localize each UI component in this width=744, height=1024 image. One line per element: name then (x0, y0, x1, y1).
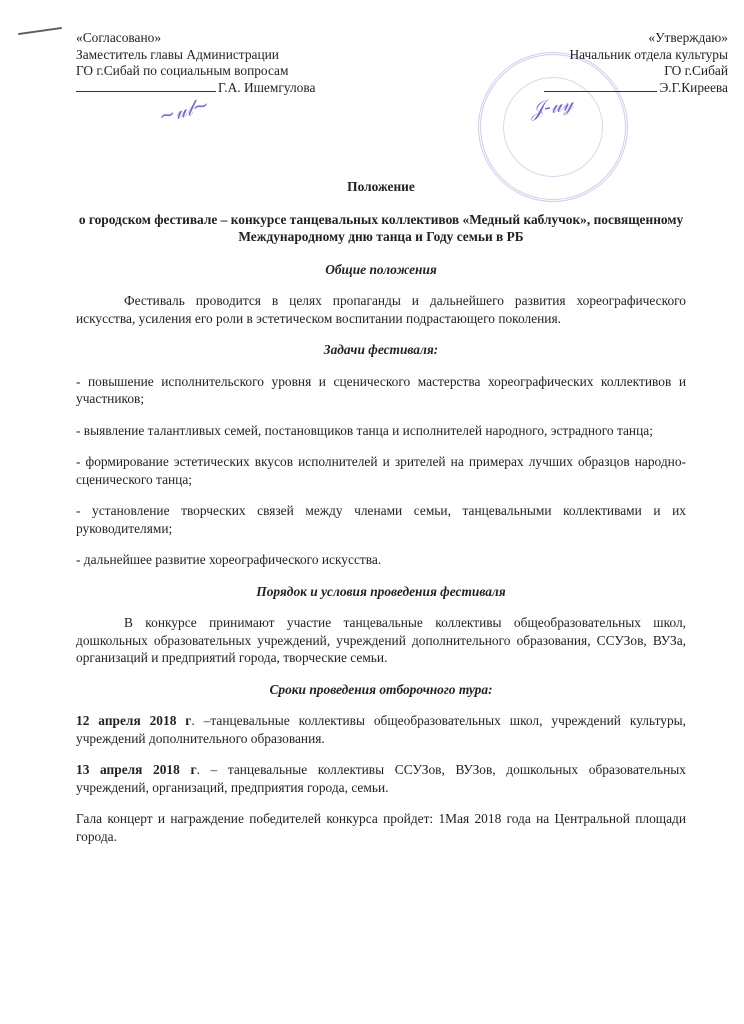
approval-heading: «Согласовано» (76, 30, 162, 45)
task-item: - формирование эстетических вкусов исполнителей и зрителей на примерах лучших образцов народно-сценического танца; (76, 454, 686, 487)
approval-signature-line (544, 80, 728, 97)
paragraph-general: Фестиваль проводится в целях пропаганды и дальнейшего развития хореографического искусства, усиления его роли в эстетическом воспитании подрастающего поколения. (76, 293, 686, 326)
document-subtitle: о городском фестивале – конкурсе танцевальных коллективов «Медный каблучок», посвященному Международному дню танца и Году семьи в РБ (78, 211, 684, 244)
handwritten-signature: 𝒥-𝓊𝓎 (528, 90, 576, 122)
approval-block-approved (544, 30, 728, 96)
document-body (76, 178, 686, 859)
approval-block-agreed (76, 30, 315, 96)
schedule-text: . – танцевальные коллективы ССУЗов, ВУЗов, дошкольных образовательных учреждений, организаций, предприятия города, семьи. (76, 762, 686, 795)
gala-info: Гала концерт и награждение победителей конкурса пройдет: 1Мая 2018 года на Центральной площади города. (76, 811, 686, 844)
schedule-entry (76, 712, 686, 747)
section-heading-schedule: Сроки проведения отборочного тура: (269, 681, 493, 697)
document-title: Положение (347, 179, 415, 194)
task-item: - дальнейшее развитие хореографического искусства. (76, 552, 382, 567)
approval-heading: «Утверждаю» (648, 30, 728, 45)
schedule-date: 13 апреля 2018 г (76, 762, 197, 777)
section-heading-general: Общие положения (325, 261, 437, 277)
schedule-text: . –танцевальные коллективы общеобразовательных школ, учреждений культуры, учреждений дополнительного образования. (76, 713, 686, 746)
approval-name: Г.А. Ишемгулова (218, 79, 316, 95)
approval-position: ГО г.Сибай (664, 63, 728, 78)
approval-position: ГО г.Сибай по социальным вопросам (76, 63, 289, 78)
signature-underline (76, 91, 216, 92)
section-heading-procedure: Порядок и условия проведения фестиваля (256, 583, 506, 599)
schedule-entry (76, 761, 686, 796)
pen-mark (18, 27, 62, 35)
task-item: - повышение исполнительского уровня и сценического мастерства хореографических коллективов и участников; (76, 373, 686, 406)
section-heading-tasks: Задачи фестиваля: (323, 342, 439, 357)
task-item: - выявление талантливых семей, постановщиков танца и исполнителей народного, эстрадного танца; (76, 422, 653, 438)
handwritten-signature: ~𝓊𝓁~ (155, 91, 212, 129)
approval-position: Начальник отдела культуры (569, 46, 728, 62)
approval-position: Заместитель главы Администрации (76, 46, 279, 62)
approval-name: Э.Г.Киреева (659, 79, 728, 95)
task-item: - установление творческих связей между членами семьи, танцевальными коллективами и их руководителями; (76, 503, 686, 536)
schedule-date: 12 апреля 2018 г (76, 713, 192, 728)
paragraph-procedure: В конкурсе принимают участие танцевальные коллективы общеобразовательных школ, дошкольных образовательных учреждений, учреждений дополнительного образования, ССУЗов, ВУЗа, организаций и предприятий города, творческие семьи. (76, 615, 686, 665)
